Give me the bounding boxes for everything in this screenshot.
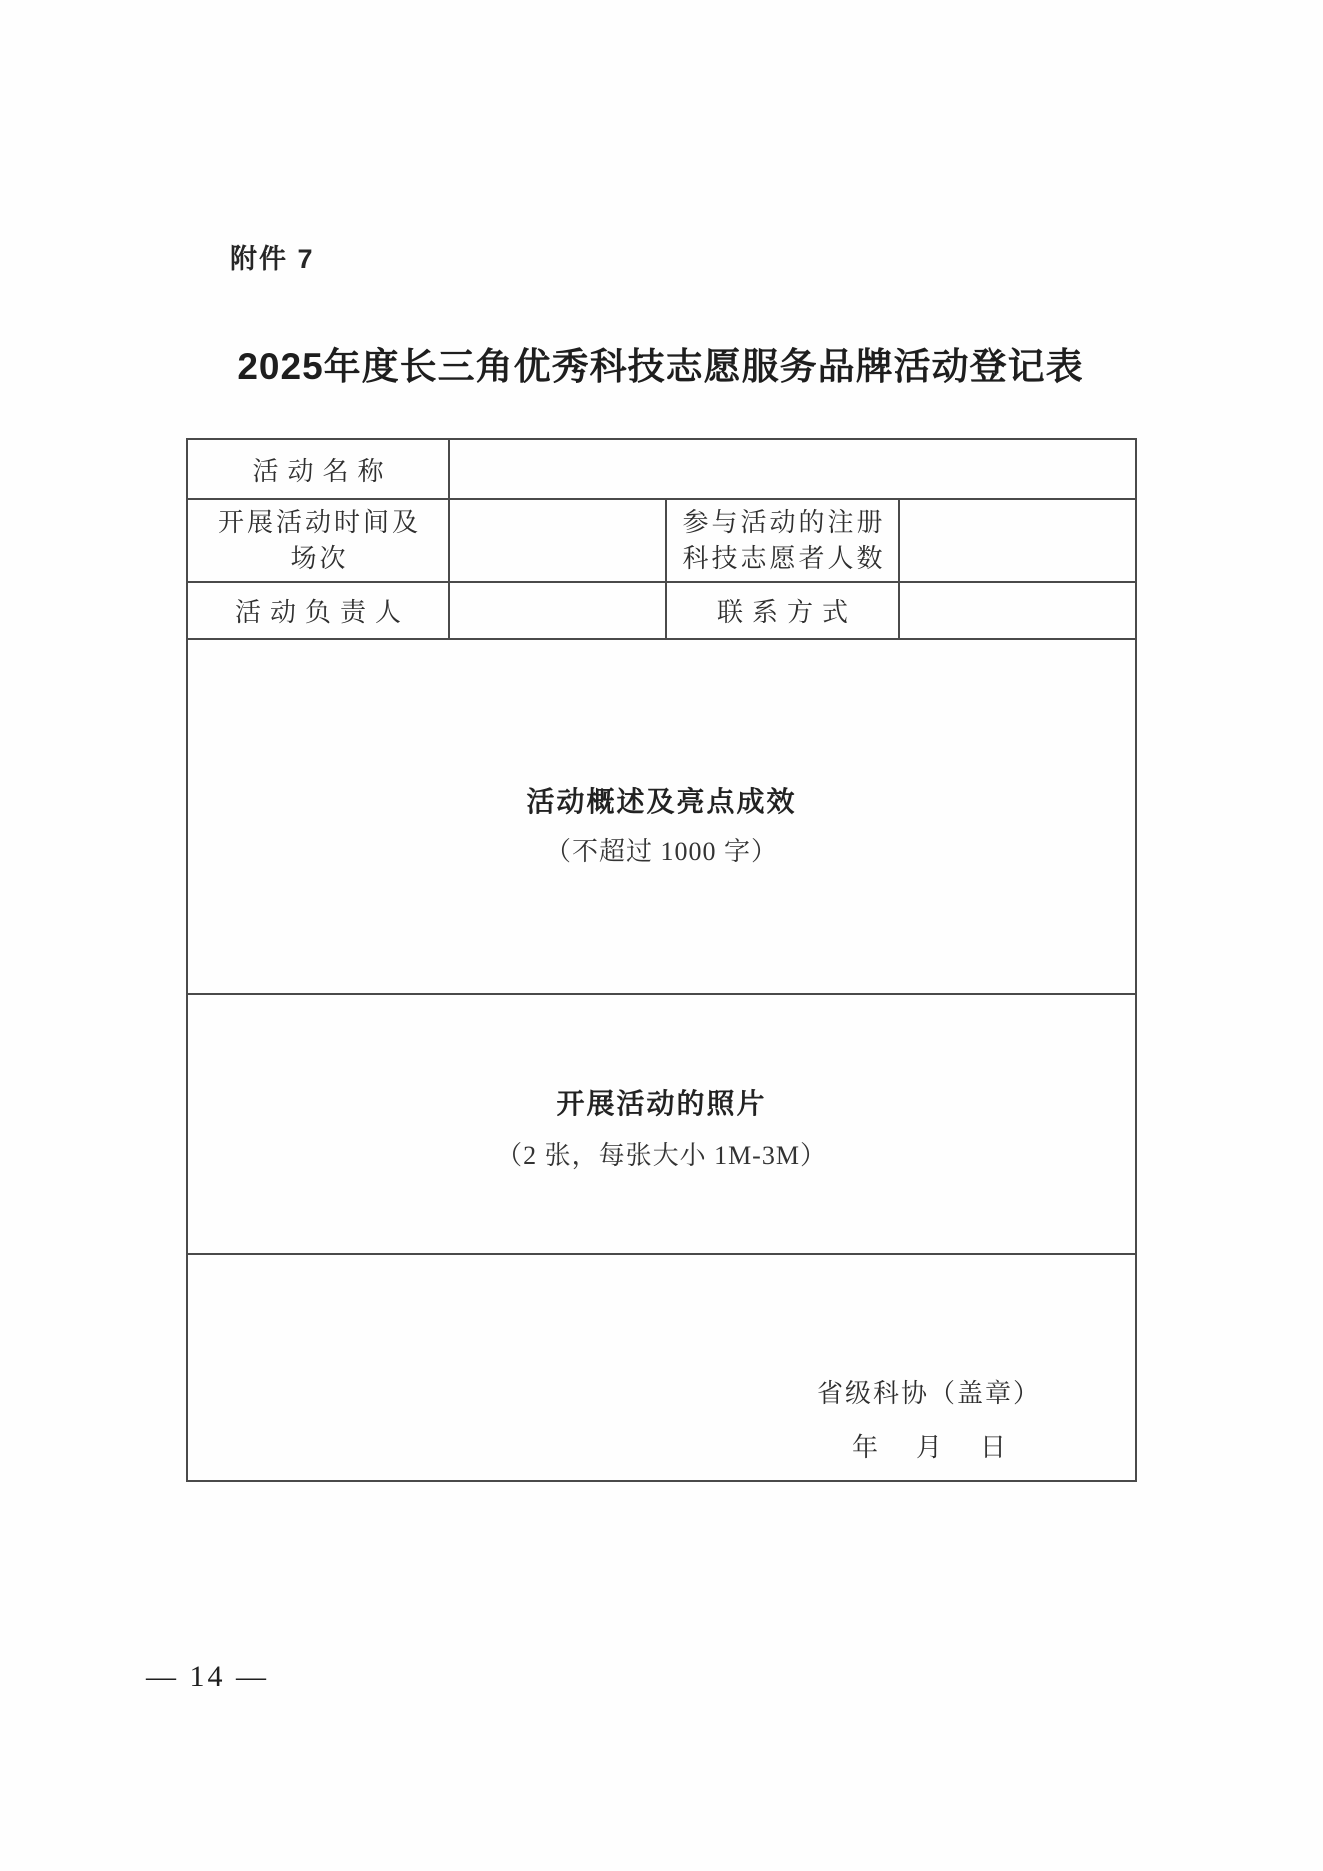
photos-section-cell [187,994,1136,1254]
activity-time-label-line2: 场次 [290,543,349,573]
volunteer-count-label-line2: 科技志愿者人数 [682,543,886,573]
page-number: — 14 — [146,1660,269,1693]
row-activity-time [187,499,1136,582]
signature-section-cell [187,1254,1136,1481]
overview-note: （不超过 1000 字） [545,836,779,866]
row-photos-section [187,994,1136,1254]
signature-month-label: 月 [916,1433,943,1462]
signature-block [817,1377,1041,1464]
registration-form-table [186,438,1137,1482]
signature-day-label: 日 [980,1433,1007,1462]
page-title: 2025年度长三角优秀科技志愿服务品牌活动登记表 [237,346,1084,387]
activity-name-value-cell [449,439,1136,499]
contact-value-cell [899,582,1136,639]
signature-date-line [817,1427,1041,1464]
signature-org-line: 省级科协（盖章） [817,1379,1042,1408]
activity-time-value-cell [449,499,666,582]
row-overview-section [187,639,1136,994]
overview-heading: 活动概述及亮点成效 [526,785,797,817]
photos-note: （2 张，每张大小 1M-3M） [496,1141,827,1170]
signature-year-label: 年 [852,1433,879,1462]
row-activity-name [187,439,1136,499]
contact-label: 联系方式 [666,582,899,639]
leader-value-cell [449,582,666,639]
volunteer-count-value-cell [899,499,1136,582]
activity-name-label: 活动名称 [187,439,449,499]
activity-time-label [187,499,449,582]
row-signature-section [187,1254,1136,1481]
volunteer-count-label-line1: 参与活动的注册 [682,507,886,537]
row-leader-contact [187,582,1136,639]
attachment-label: 附件 7 [230,244,315,274]
leader-label: 活动负责人 [187,582,449,639]
overview-section-cell [187,639,1136,994]
photos-heading: 开展活动的照片 [556,1088,767,1119]
activity-time-label-line1: 开展活动时间及 [217,507,421,537]
volunteer-count-label [666,499,899,582]
